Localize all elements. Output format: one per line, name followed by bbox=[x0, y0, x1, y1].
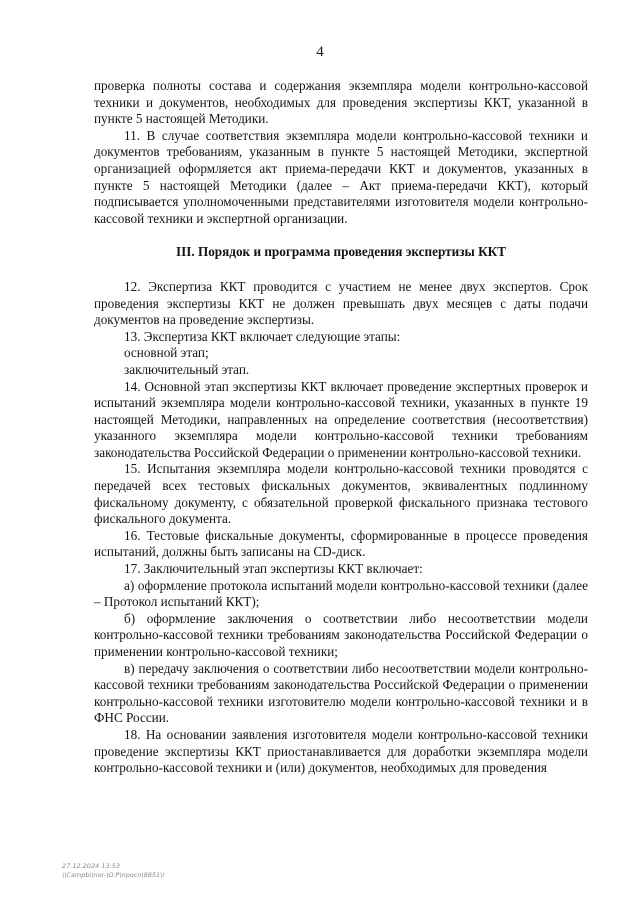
paragraph-continuation: проверка полноты состава и содержания экземпляра модели контрольно-кассовой техники и документов, необходимых для проведения экспертизы ККТ, указанной в пункте 5 настоящей Методики. bbox=[94, 78, 588, 127]
paragraph-11: 11. В случае соответствия экземпляра модели контрольно-кассовой техники и документов требованиям, указанным в пункте 5 настоящей Методики, экспертной организацией оформляется акт приема-передачи ККТ и документов, указанных в пункте 5 настоящей Методики (далее – Акт приема-передачи ККТ), который подписывается уполномоченными представителями изготовителя модели контрольно-кассовой техники и экспертной организации. bbox=[94, 127, 588, 226]
paragraph-17-a: а) оформление протокола испытаний модели контрольно-кассовой техники (далее – Протокол испытаний ККТ); bbox=[94, 577, 588, 610]
document-body bbox=[94, 78, 588, 777]
paragraph-16: 16. Тестовые фискальные документы, сформированные в процессе проведения испытаний, должны быть записаны на CD-диск. bbox=[94, 527, 588, 560]
paragraph-12: 12. Экспертиза ККТ проводится с участием не менее двух экспертов. Срок проведения экспертизы ККТ не должен превышать двух месяцев с даты подачи документов на проведение экспертизы. bbox=[94, 278, 588, 328]
paragraph-13-item-1: основной этап; bbox=[124, 345, 209, 361]
paragraph-17-b: б) оформление заключения о соответствии либо несоответствии модели контрольно-кассовой техники требованиям законодательства Российской Федерации о применении контрольно-кассовой техники; bbox=[94, 610, 588, 659]
paragraph-13-item-2: заключительный этап. bbox=[124, 361, 250, 377]
paragraph-18: 18. На основании заявления изготовителя модели контрольно-кассовой техники проведение экспертизы ККТ приостанавливается для доработки экземпляра модели контрольно-кассовой техники и (или) документов, необходимых для проведения bbox=[94, 726, 588, 776]
footer-stamp-path: \\Campbi\nor-\O.P\npocn\8851\r bbox=[62, 871, 165, 879]
paragraph-13: 13. Экспертиза ККТ включает следующие этапы: bbox=[124, 328, 401, 344]
paragraph-17-c: в) передачу заключения о соответствии либо несоответствии модели контрольно-кассовой техники требованиям законодательства Российской Федерации о применении контрольно-кассовой техники изготовителю модели контрольно-кассовой техники и в ФНС России. bbox=[94, 660, 588, 726]
footer-stamp bbox=[62, 862, 165, 880]
footer-stamp-date: 27.12.2024 13:53 bbox=[62, 862, 121, 870]
paragraph-15: 15. Испытания экземпляра модели контрольно-кассовой техники проводятся с передачей всех тестовых фискальных документов, эквивалентных подлинному фискальному документу, с обязательной проверкой фискального признака тестового фискального документа. bbox=[94, 461, 588, 527]
paragraph-17: 17. Заключительный этап экспертизы ККТ включает: bbox=[124, 561, 423, 577]
paragraph-14: 14. Основной этап экспертизы ККТ включает проведение экспертных проверок и испытаний экземпляра модели контрольно-кассовой техники, указанных в пункте 19 настоящей Методики, направленных на определение соответствия (несоответствия) указанного экземпляра модели контрольно-кассовой техники требованиям законодательства Российской Федерации о применении контрольно-кассовой техники. bbox=[94, 378, 588, 460]
page-number: 4 bbox=[316, 44, 324, 60]
section-heading: III. Порядок и программа проведения экспертизы ККТ bbox=[175, 244, 507, 260]
